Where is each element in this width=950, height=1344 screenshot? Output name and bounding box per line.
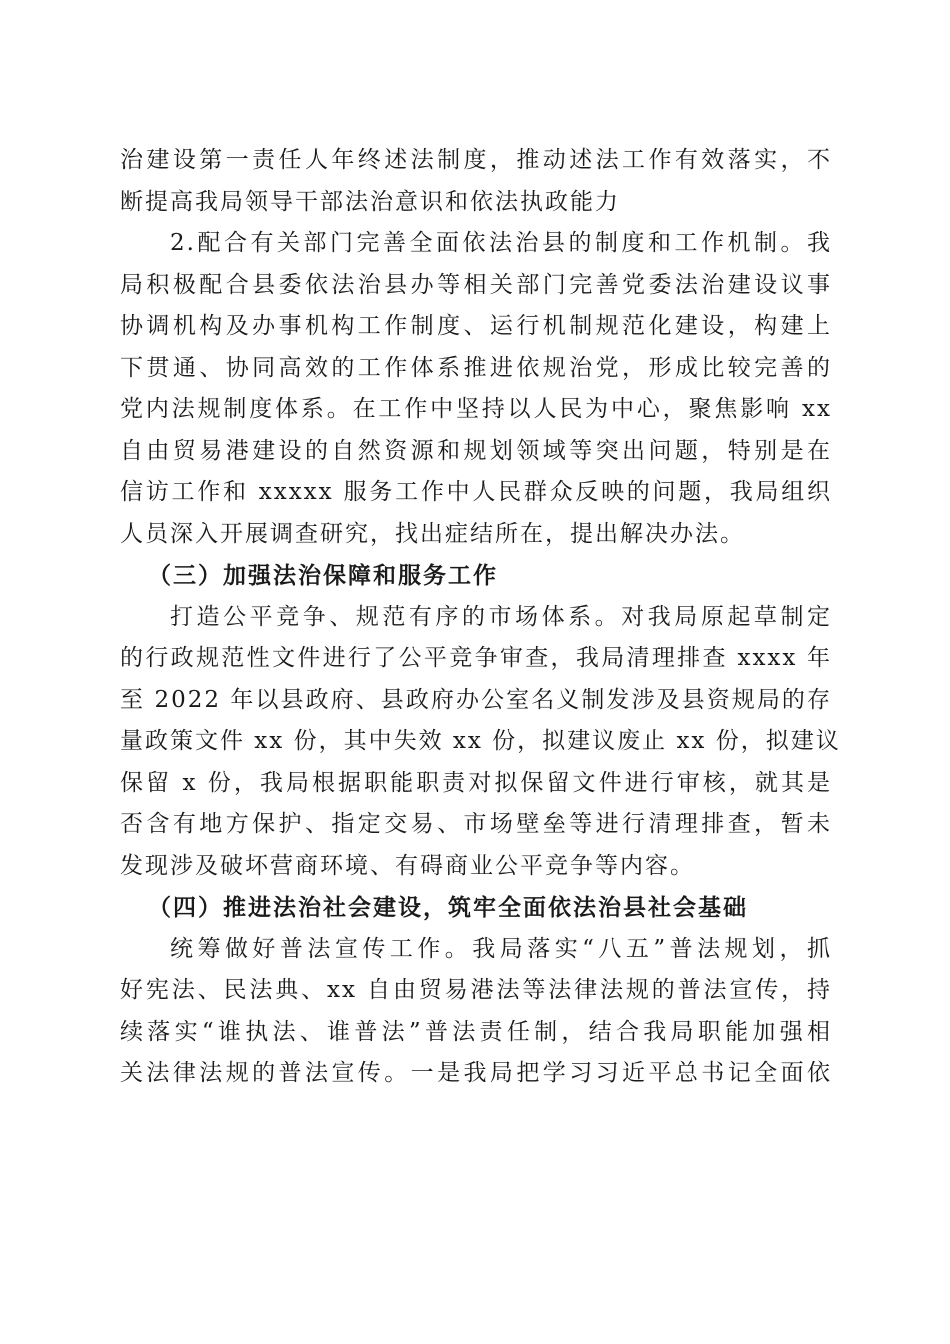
text-line: 人员深入开展调查研究，找出症结所在，提出解决办法。	[120, 520, 745, 547]
text-line: 续落实“谁执法、谁普法”普法责任制，结合我局职能加强相	[120, 1018, 832, 1045]
text-line: 否含有地方保护、指定交易、市场壁垒等进行清理排查，暂未	[120, 811, 832, 837]
section-heading-4: （四）推进法治社会建设，筑牢全面依法治县社会基础	[148, 894, 748, 921]
text-line: 发现涉及破坏营商环境、有碍商业公平竞争等内容。	[120, 852, 695, 879]
text-line: 断提高我局领导干部法治意识和依法执政能力	[120, 188, 620, 215]
text-line: 至 2022 年以县政府、县政府办公室名义制发涉及县资规局的存	[120, 686, 832, 713]
text-line: 保留 x 份，我局根据职能职责对拟保留文件进行审核，就其是	[120, 769, 832, 796]
text-line: 局积极配合县委依法治县办等相关部门完善党委法治建设议事	[120, 271, 832, 298]
text-line: 量政策文件 xx 份，其中失效 xx 份，拟建议废止 xx 份，拟建议	[120, 728, 841, 754]
text-line: 下贯通、协同高效的工作体系推进依规治党，形成比较完善的	[120, 354, 832, 381]
document-body	[120, 140, 841, 1095]
text-line: 协调机构及办事机构工作制度、运行机制规范化建设，构建上	[120, 313, 832, 339]
text-line: 治建设第一责任人年终述法制度，推动述法工作有效落实，不	[120, 147, 832, 173]
text-line: 自由贸易港建设的自然资源和规划领域等突出问题，特别是在	[120, 437, 832, 464]
paragraph-start-line: 打造公平竞争、规范有序的市场体系。对我局原起草制定	[170, 603, 832, 630]
paragraph-start-line: 2.配合有关部门完善全面依法治县的制度和工作机制。我	[170, 230, 832, 256]
section-heading-3: （三）加强法治保障和服务工作	[148, 562, 498, 589]
text-line: 党内法规制度体系。在工作中坚持以人民为中心，聚焦影响 xx	[120, 396, 832, 422]
text-line: 信访工作和 xxxxx 服务工作中人民群众反映的问题，我局组织	[120, 479, 832, 505]
text-line: 关法律法规的普法宣传。一是我局把学习习近平总书记全面依	[120, 1060, 832, 1086]
text-line: 好宪法、民法典、xx 自由贸易港法等法律法规的普法宣传，持	[120, 977, 832, 1003]
text-line: 的行政规范性文件进行了公平竞争审查，我局清理排查 xxxx 年	[120, 645, 832, 671]
paragraph-start-line: 统筹做好普法宣传工作。我局落实“八五”普法规划，抓	[170, 935, 832, 962]
